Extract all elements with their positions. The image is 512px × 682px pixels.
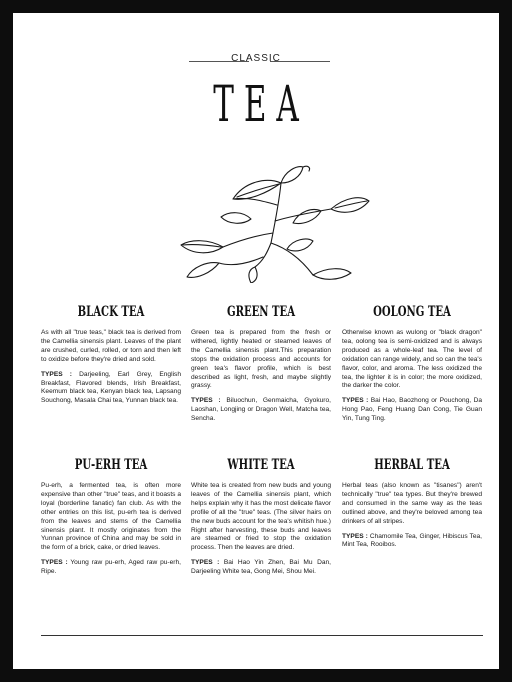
page-title: TEA [213,75,309,133]
tea-section-pu-erh [41,456,181,577]
tea-description: Pu-erh, a fermented tea, is often more expensive than other "true" teas, and it boasts a loyal (borderline fanatic) fan club. As with the other entries on this list, pu-erh tea is derived from the leaves and stems of the Camellia sinensis plant. It mostly originates from the Yunnan province of China and may be sold in the form of a brick, cake, or dried leaves. [41,482,181,552]
tea-types [342,397,482,424]
tea-types [342,533,482,551]
types-list: Young raw pu-erh, Aged raw pu-erh, Ripe. [41,559,181,576]
types-list: Darjeeling, Earl Grey, English Breakfast, Flavored blends, Irish Breakfast, Keemum black tea, Kenyan black tea, Lapsang Souchong, Masala Chai tea, Yunnan black tea. [41,370,181,405]
tea-types [191,397,331,424]
tea-section-white [191,456,331,577]
tea-branch-illustration [163,163,373,283]
tea-description: Herbal teas (also known as "tisanes") aren't technically "true" tea types. But they're brewed and consumed in the same way as the teas outlined above, and they're beloved among tea drinkers of all stripes. [342,482,482,525]
tea-types [41,371,181,407]
tea-heading: GREEN TEA [226,304,296,320]
types-label: TYPES : [191,559,220,567]
bottom-divider [41,635,483,636]
kicker-text: CLASSIC [231,53,281,64]
types-label: TYPES : [342,532,368,540]
tea-description: As with all "true teas," black tea is derived from the Camellia sinensis plant. Leaves of the plant are crushed, curled, rolled, or torn and then left to oxidize before they're dried and sold. [41,329,181,363]
tea-description: White tea is created from new buds and young leaves of the Camellia sinensis plant, which helps explain why it has the most delicate flavor profile of all the "true" teas. (The silver hairs on the new buds account for the tea's whitish hue.) Right after harvesting, these buds and leaves are steamed or fried to stop the oxidation process. Then the leaves are dried. [191,482,331,552]
tea-types [191,559,331,577]
types-label: TYPES : [191,397,221,405]
types-list: Biluochun, Genmaicha, Gyokuro, Laoshan, Longjing or Dragon Well, Matcha tea, Sencha. [191,397,331,423]
kicker-rule-right [270,61,330,62]
tea-heading: BLACK TEA [77,304,145,320]
types-label: TYPES : [41,370,72,378]
tea-heading: OOLONG TEA [373,304,451,320]
types-label: TYPES : [342,397,369,405]
types-label: TYPES : [41,559,68,567]
types-list: Chamomile Tea, Ginger, Hibiscus Tea, Mint Tea, Rooibos. [342,532,482,549]
tea-heading: PU-ERH TEA [74,457,148,473]
tea-section-herbal [342,456,482,550]
tea-section-oolong [342,303,482,424]
tea-description: Otherwise known as wulong or "black dragon" tea, oolong tea is semi-oxidized and is always produced as a whole-leaf tea. The level of oxidation can range widely, and so can the tea's flavor, color, and aroma. The less oxidized the tea, the lighter it is in color; the more oxidized, the darker the color. [342,329,482,390]
tea-section-black [41,303,181,406]
tea-heading: HERBAL TEA [374,457,450,473]
tea-heading: WHITE TEA [227,457,295,473]
types-list: Bai Hao, Baozhong or Pouchong, Da Hong Pao, Feng Huang Dan Cong, Tie Guan Yin, Tung Ting. [342,397,483,423]
tea-section-green [191,303,331,424]
tea-description: Green tea is prepared from the fresh or withered, lightly heated or steamed leaves of the Camellia sinensis plant.This preparation stops the oxidation process and accounts for green tea's flavor profile, which is best described as light, fresh, and maybe slightly grassy. [191,329,331,390]
tea-types [41,559,181,577]
types-list: Bai Hao Yin Zhen, Bai Mu Dan, Darjeeling White tea, Gong Mei, Shou Mei. [191,559,332,576]
